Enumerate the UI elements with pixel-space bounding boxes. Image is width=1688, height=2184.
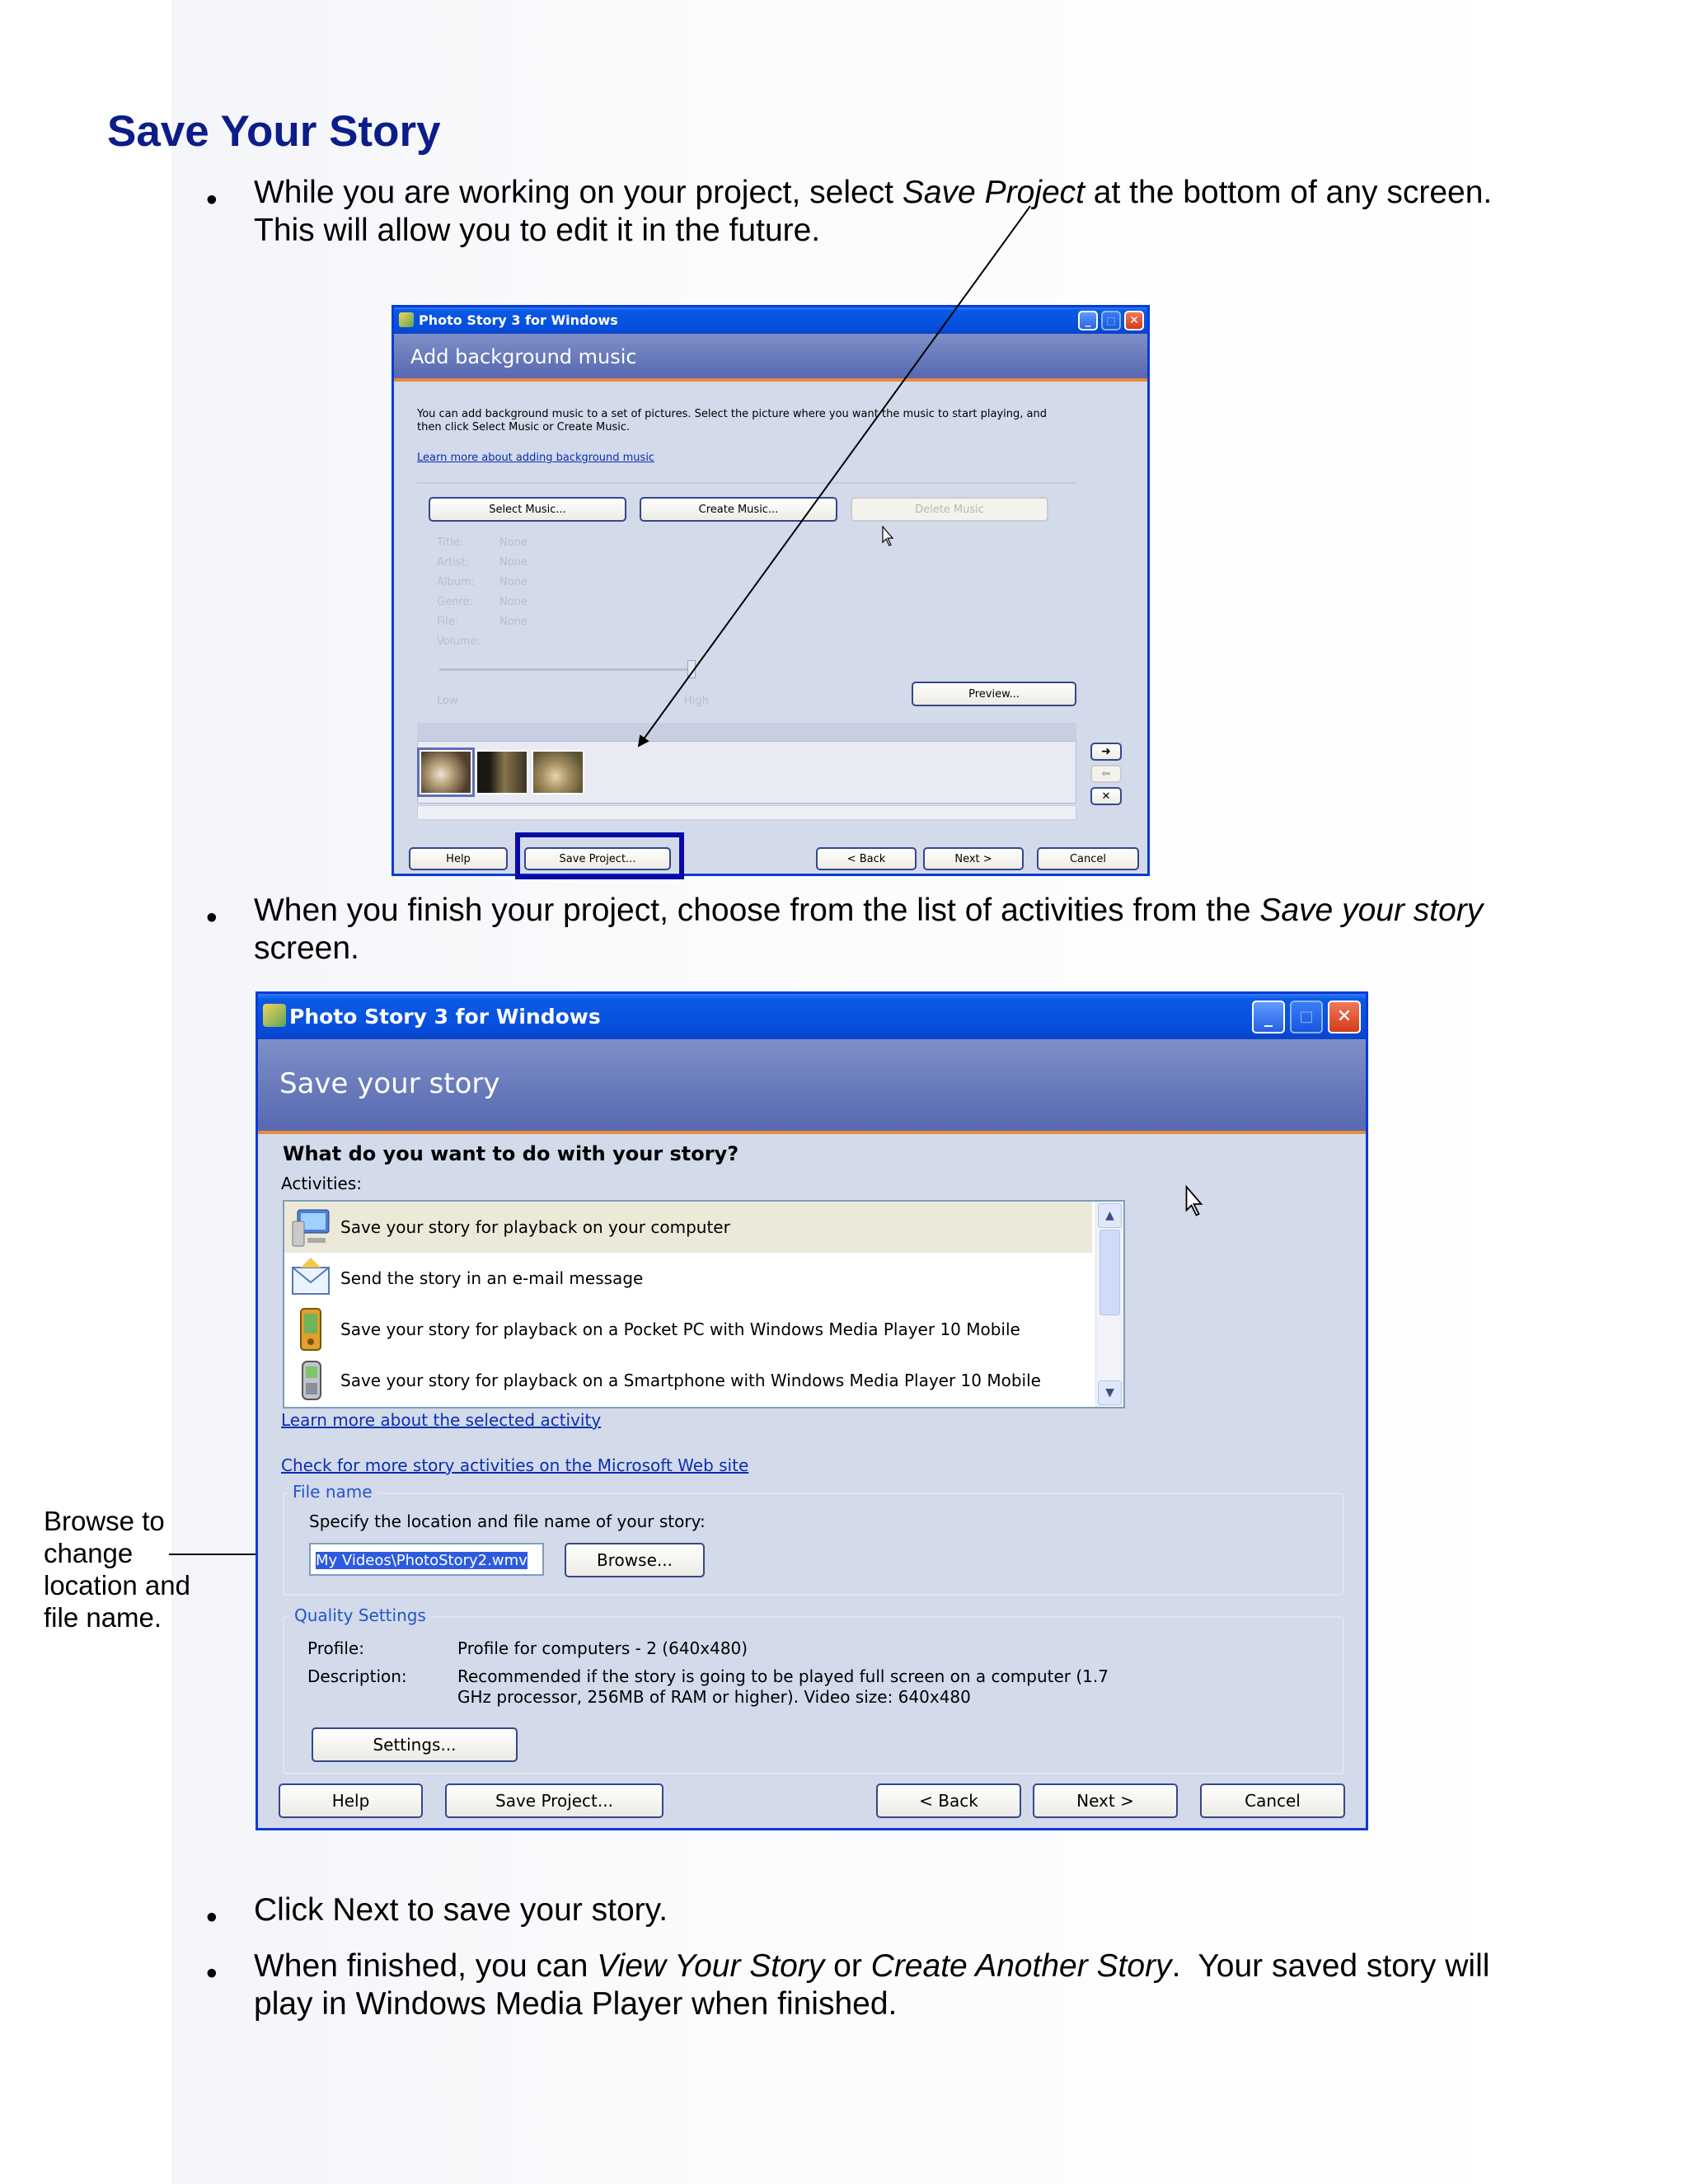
metadata-label: Genre: [437,596,473,608]
volume-low-label: Low [437,695,458,707]
browse-button[interactable]: Browse... [565,1543,705,1577]
activities-list[interactable] [283,1200,1125,1408]
bullet-3-text: Click Next to save your story. [254,1892,668,1928]
select-music-button[interactable]: Select Music... [429,497,626,522]
move-left-icon[interactable]: ⬅ [1090,765,1122,783]
volume-high-label: High [684,695,709,707]
app-icon [263,1004,286,1027]
description-label: Description: [307,1666,407,1686]
cancel-button[interactable]: Cancel [1037,847,1139,870]
activity-item[interactable] [284,1355,1092,1406]
wizard-step-title: Add background music [410,345,637,368]
close-icon[interactable]: ✕ [1328,1001,1361,1033]
metadata-value: None [499,556,528,569]
check-more-activities-link[interactable]: Check for more story activities on the Microsoft Web site [281,1455,749,1475]
activity-item[interactable] [284,1253,1092,1304]
remove-picture-icon[interactable]: ✕ [1090,787,1122,805]
metadata-value: None [499,596,528,608]
smartphone-icon [289,1358,332,1403]
window-title: Photo Story 3 for Windows [419,312,618,328]
file-name-input[interactable] [309,1543,544,1576]
activity-label: Save your story for playback on your computer [340,1217,730,1237]
metadata-label: File: [437,616,459,628]
profile-label: Profile: [307,1638,364,1658]
scroll-up-icon[interactable]: ▲ [1098,1203,1122,1228]
bullet-marker: • [206,1956,218,1991]
delete-music-button[interactable]: Delete Music [851,497,1048,522]
next-button[interactable]: Next > [923,847,1024,870]
bullet-marker: • [206,1900,218,1935]
settings-button[interactable]: Settings... [312,1727,518,1762]
wizard-banner [258,1039,1366,1134]
bullet-1-text: While you are working on your project, select Save Project at the bottom of any screen. This will allow you to edit it in the future. [254,175,1501,248]
document-title: Save Your Story [107,107,441,156]
mouse-cursor-icon [1185,1185,1205,1218]
activity-label: Save your story for playback on a Pocket PC with Windows Media Player 10 Mobile [340,1319,1020,1339]
move-right-icon[interactable]: ➜ [1090,743,1122,761]
minimize-icon[interactable]: _ [1078,311,1098,330]
bullet-4-text: When finished, you can View Your Story or Create Another Story. Your saved story will play in Windows Media Player when finished. [254,1948,1499,2022]
bullet-marker: • [206,182,218,218]
maximize-icon[interactable]: □ [1290,1001,1323,1033]
help-button[interactable]: Help [279,1783,423,1818]
learn-more-activity-link[interactable]: Learn more about the selected activity [281,1410,602,1430]
activity-item[interactable] [284,1202,1092,1253]
help-button[interactable]: Help [409,847,508,870]
description-value: Recommended if the story is going to be played full screen on a computer (1.7 GHz processor, 256MB of RAM or higher). Video size: 640x480 [457,1666,1109,1707]
activity-item[interactable] [284,1304,1092,1355]
wizard-step-title: Save your story [279,1067,500,1100]
activity-label: Send the story in an e-mail message [340,1268,644,1288]
create-music-button[interactable]: Create Music... [640,497,837,522]
bullet-marker: • [206,900,218,935]
metadata-value: None [499,616,528,628]
question-heading: What do you want to do with your story? [283,1142,739,1165]
metadata-label: Artist: [437,556,470,569]
preview-button[interactable]: Preview... [912,682,1076,706]
window-titlebar [258,994,1366,1039]
cancel-button[interactable]: Cancel [1200,1783,1345,1818]
learn-more-music-link[interactable]: Learn more about adding background music [417,452,655,464]
scroll-down-icon[interactable]: ▼ [1098,1380,1122,1405]
window-title: Photo Story 3 for Windows [289,1005,601,1029]
maximize-icon[interactable]: □ [1101,311,1121,330]
intro-text: You can add background music to a set of pictures. Select the picture where you want the music to start playing, and then click Select Music or Create Music. [417,408,1047,434]
metadata-label: Album: [437,576,476,588]
quality-settings-group-label: Quality Settings [289,1605,431,1625]
file-prompt: Specify the location and file name of your story: [309,1511,706,1531]
minimize-icon[interactable]: _ [1252,1001,1285,1033]
activities-scrollbar[interactable] [1095,1202,1123,1407]
back-button[interactable]: < Back [876,1783,1021,1818]
save-your-story-window [256,991,1368,1830]
bullet-2-text: When you finish your project, choose from the list of activities from the Save your story screen. [254,893,1493,966]
computer-icon [289,1205,332,1249]
back-button[interactable]: < Back [816,847,917,870]
activities-label: Activities: [281,1174,362,1193]
browse-annotation: Browse to change location and file name. [44,1506,190,1633]
metadata-value: None [499,537,528,549]
metadata-value: None [499,576,528,588]
save-project-button[interactable]: Save Project... [524,847,671,870]
metadata-label: Volume: [437,635,481,648]
save-project-button[interactable]: Save Project... [445,1783,663,1818]
activity-label: Save your story for playback on a Smartphone with Windows Media Player 10 Mobile [340,1371,1041,1390]
profile-value: Profile for computers - 2 (640x480) [457,1638,748,1658]
metadata-label: Title: [437,537,464,549]
file-name-value: My Videos\PhotoStory2.wmv [316,1552,528,1569]
file-name-group-label: File name [288,1482,377,1502]
scroll-thumb[interactable] [1100,1230,1120,1315]
email-envelope-icon [289,1256,332,1301]
next-button[interactable]: Next > [1033,1783,1178,1818]
pocket-pc-icon [289,1307,332,1352]
close-icon[interactable]: ✕ [1124,311,1144,330]
